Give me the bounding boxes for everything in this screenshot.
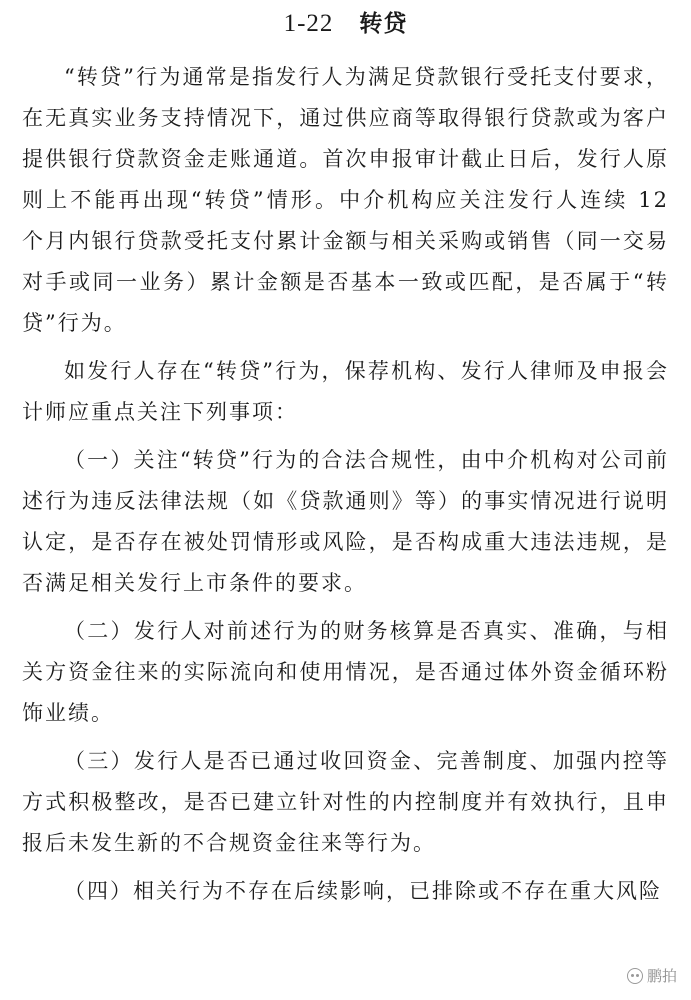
watermark — [627, 965, 677, 986]
paragraph-item-3: （三）发行人是否已通过收回资金、完善制度、加强内控等方式积极整改，是否已建立针对性的内控制度并有效执行，且申报后未发生新的不合规资金往来等行为。 — [22, 749, 669, 855]
wechat-icon — [627, 968, 643, 984]
section-number: 1-22 — [283, 10, 334, 37]
paragraph-definition: “转贷”行为通常是指发行人为满足贷款银行受托支付要求，在无真实业务支持情况下，通过供应商等取得银行贷款或为客户提供银行贷款资金走账通道。首次申报审计截止日后，发行人原则上不能再出现“转贷”情形。中介机构应关注发行人连续 12 个月内银行贷款受托支付累计金额与相关采购或销售（同一交易对手或同一业务）累计金额是否基本一致或匹配，是否属于“转贷”行为。 — [22, 65, 669, 335]
paragraph-item-4: （四）相关行为不存在后续影响，已排除或不存在重大风险 — [64, 879, 662, 903]
paragraph-intro-items: 如发行人存在“转贷”行为，保荐机构、发行人律师及申报会计师应重点关注下列事项： — [22, 359, 669, 424]
section-heading — [22, 6, 669, 41]
paragraph-item-2: （二）发行人对前述行为的财务核算是否真实、准确，与相关方资金往来的实际流向和使用情况，是否通过体外资金循环粉饰业绩。 — [22, 619, 669, 725]
paragraph-item-1: （一）关注“转贷”行为的合法合规性，由中介机构对公司前述行为违反法律法规（如《贷款通则》等）的事实情况进行说明认定，是否存在被处罚情形或风险，是否构成重大违法违规，是否满足相关发行上市条件的要求。 — [22, 448, 669, 595]
section-title: 转贷 — [359, 11, 408, 37]
watermark-text: 鹏拍 — [646, 967, 677, 985]
